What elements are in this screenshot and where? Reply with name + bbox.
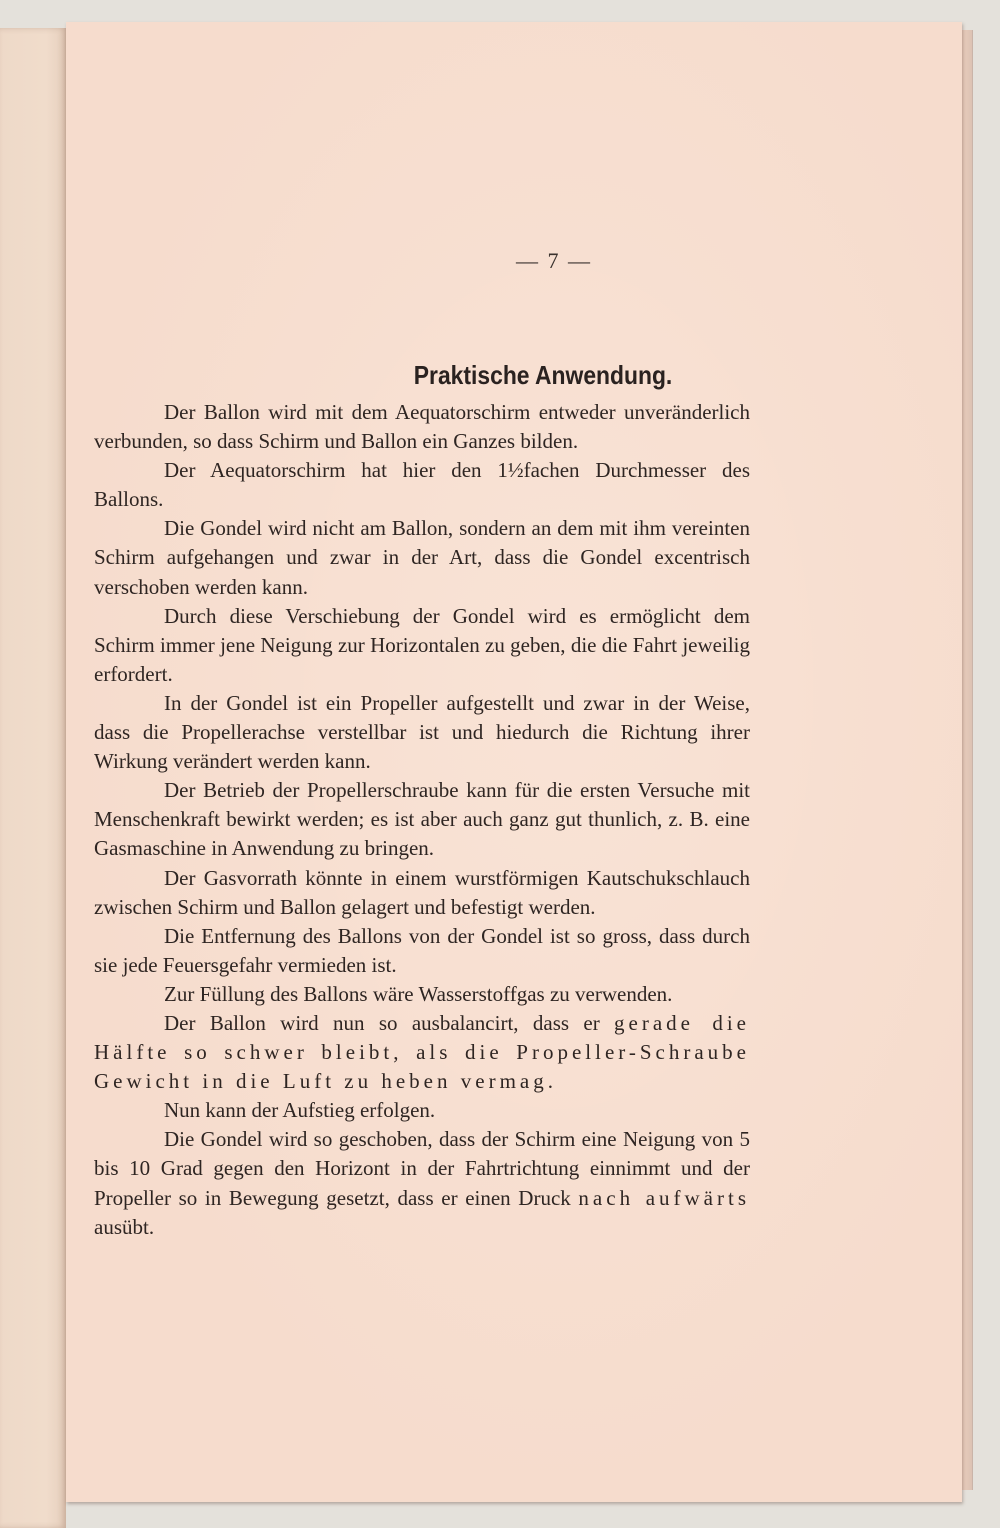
paragraph: Die Entfernung des Ballons von der Gondel ist so gross, dass durch sie jede Feuersgefahr vermieden ist.: [94, 923, 750, 977]
paragraph: Der Gasvorrath könnte in einem wurstförmigen Kautschukschlauch zwischen Schirm und Ballon gelagert und befestigt werden.: [94, 865, 750, 919]
paragraph-gondola: [94, 1125, 750, 1241]
paragraph: Durch diese Verschiebung der Gondel wird es ermöglicht dem Schirm immer jene Neigung zur Horizontalen zu geben, die die Fahrt jeweilig erfordert.: [94, 603, 750, 686]
paragraph: Nun kann der Aufstieg erfolgen.: [164, 1098, 436, 1123]
paragraph-text: ausübt.: [94, 1214, 155, 1239]
section-heading: Praktische Anwendung.: [413, 360, 673, 390]
left-page-edge: [0, 28, 66, 1528]
paragraph: Der Ballon wird mit dem Aequatorschirm entweder unveränderlich verbunden, so dass Schirm und Ballon ein Ganzes bilden.: [94, 400, 750, 454]
paragraph: Der Aequatorschirm hat hier den 1½fachen Durchmesser des Ballons.: [94, 458, 750, 512]
paragraph-text: Der Ballon wird nun so ausbalancirt, dass er: [164, 1010, 615, 1035]
paragraph: Der Betrieb der Propellerschraube kann für die ersten Versuche mit Menschenkraft bewirkt werden; es ist aber auch ganz gut thunlich, z. B. eine Gasmaschine in Anwendung zu bringen.: [94, 778, 750, 861]
spaced-text: gerade die Hälfte so schwer bleibt, als die Propeller-Schraube Gewicht in die Luft zu heben vermag.: [94, 1010, 750, 1094]
page-number: — 7 —: [516, 248, 592, 273]
spaced-text: nach aufwärts: [578, 1185, 750, 1210]
body-text: [94, 398, 750, 1242]
paragraph: In der Gondel ist ein Propeller aufgestellt und zwar in der Weise, dass die Propellerachse verstellbar ist und hiedurch die Richtung ihrer Wirkung verändert werden kann.: [94, 690, 750, 774]
paragraph-balance: [94, 1009, 750, 1096]
paragraph: Die Gondel wird nicht am Ballon, sondern an dem mit ihm vereinten Schirm aufgehangen und zwar in der Art, dass die Gondel excentrisch verschoben werden kann.: [94, 516, 750, 599]
paragraph: Zur Füllung des Ballons wäre Wasserstoffgas zu verwenden.: [164, 981, 673, 1006]
paragraph-text: Die Gondel wird so geschoben, dass der Schirm eine Neigung von 5 bis 10 Grad gegen den Horizont in der Fahrtrichtung einnimmt und der Propeller so in Bewegung gesetzt, dass er einen Druck: [94, 1127, 750, 1210]
